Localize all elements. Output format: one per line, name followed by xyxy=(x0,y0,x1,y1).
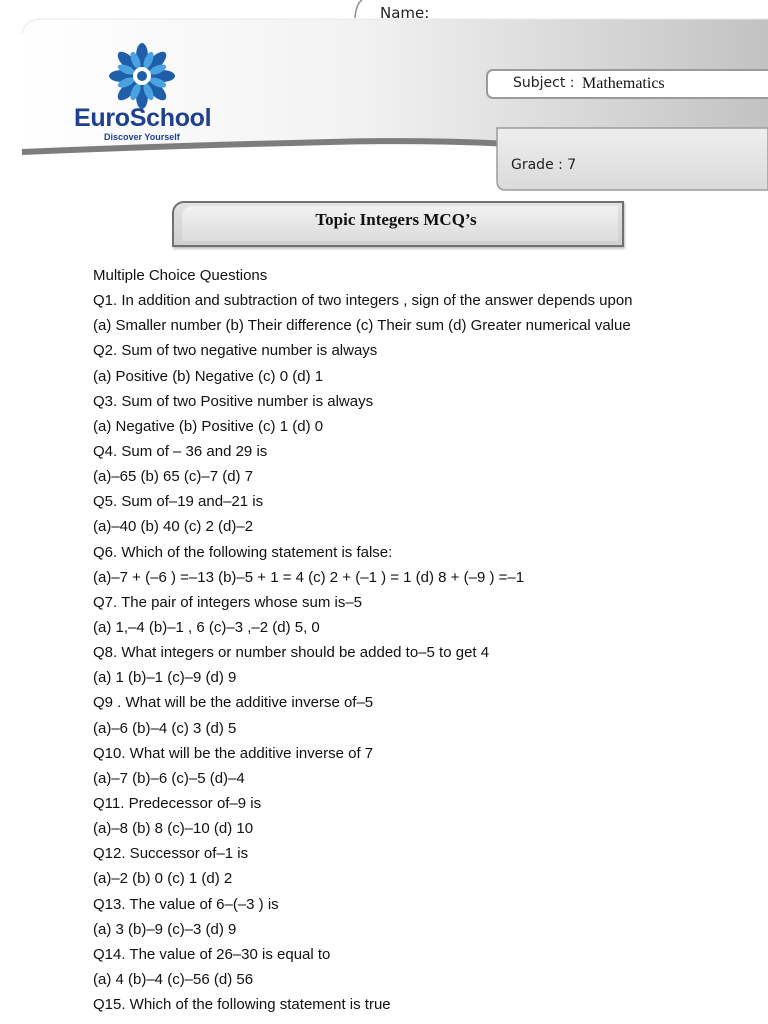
question-line: Q13. The value of 6–(–3 ) is xyxy=(93,895,279,913)
options-line: (a)–65 (b) 65 (c)–7 (d) 7 xyxy=(93,468,254,486)
school-tagline: Discover Yourself xyxy=(104,132,180,142)
options-line: (a) Smaller number (b) Their difference (c) Their sum (d) Greater numerical value xyxy=(93,317,631,335)
star-flower-logo-icon xyxy=(108,42,176,110)
question-line: Q4. Sum of – 36 and 29 is xyxy=(93,442,268,460)
question-line: Q11. Predecessor of–9 is xyxy=(93,794,262,812)
subject-label: Subject : xyxy=(513,75,575,91)
question-line: Q8. What integers or number should be added to–5 to get 4 xyxy=(93,644,490,662)
options-line: (a) 3 (b)–9 (c)–3 (d) 9 xyxy=(93,920,237,938)
options-line: (a) Positive (b) Negative (c) 0 (d) 1 xyxy=(93,367,324,385)
question-line: Q5. Sum of–19 and–21 is xyxy=(93,493,264,511)
question-line: Q10. What will be the additive inverse of 7 xyxy=(93,744,374,762)
options-line: (a) Negative (b) Positive (c) 1 (d) 0 xyxy=(93,417,324,435)
question-line: Q2. Sum of two negative number is always xyxy=(93,342,378,360)
question-line: Q7. The pair of integers whose sum is–5 xyxy=(93,593,363,611)
question-line: Q1. In addition and subtraction of two integers , sign of the answer depends upon xyxy=(93,292,633,310)
question-line: Q6. Which of the following statement is false: xyxy=(93,543,393,561)
options-line: (a) 1,–4 (b)–1 , 6 (c)–3 ,–2 (d) 5, 0 xyxy=(93,618,320,636)
options-line: (a) 4 (b)–4 (c)–56 (d) 56 xyxy=(93,970,254,988)
question-line: Q12. Successor of–1 is xyxy=(93,845,249,863)
topic-title: Topic Integers MCQ’s xyxy=(315,210,477,229)
question-line: Q3. Sum of two Positive number is always xyxy=(93,392,374,410)
options-line: (a)–6 (b)–4 (c) 3 (d) 5 xyxy=(93,719,237,737)
question-line: Q9 . What will be the additive inverse of–5 xyxy=(93,694,374,712)
options-line: (a)–7 + (–6 ) =–13 (b)–5 + 1 = 4 (c) 2 + (–1 ) = 1 (d) 8 + (–9 ) =–1 xyxy=(93,568,525,586)
question-line: Q14. The value of 26–30 is equal to xyxy=(93,945,331,963)
name-field-label: Name: xyxy=(380,4,430,22)
subject-value: Mathematics xyxy=(582,75,665,92)
section-heading: Multiple Choice Questions xyxy=(93,267,268,284)
school-brand-name: EuroSchool xyxy=(74,104,212,132)
question-line: Q15. Which of the following statement is true xyxy=(93,996,391,1014)
options-line: (a)–2 (b) 0 (c) 1 (d) 2 xyxy=(93,870,233,888)
grade-label: Grade : 7 xyxy=(511,157,577,173)
options-line: (a)–40 (b) 40 (c) 2 (d)–2 xyxy=(93,518,254,536)
question-list xyxy=(93,266,633,1020)
options-line: (a) 1 (b)–1 (c)–9 (d) 9 xyxy=(93,669,237,687)
options-line: (a)–7 (b)–6 (c)–5 (d)–4 xyxy=(93,769,245,787)
options-line: (a)–8 (b) 8 (c)–10 (d) 10 xyxy=(93,820,254,838)
